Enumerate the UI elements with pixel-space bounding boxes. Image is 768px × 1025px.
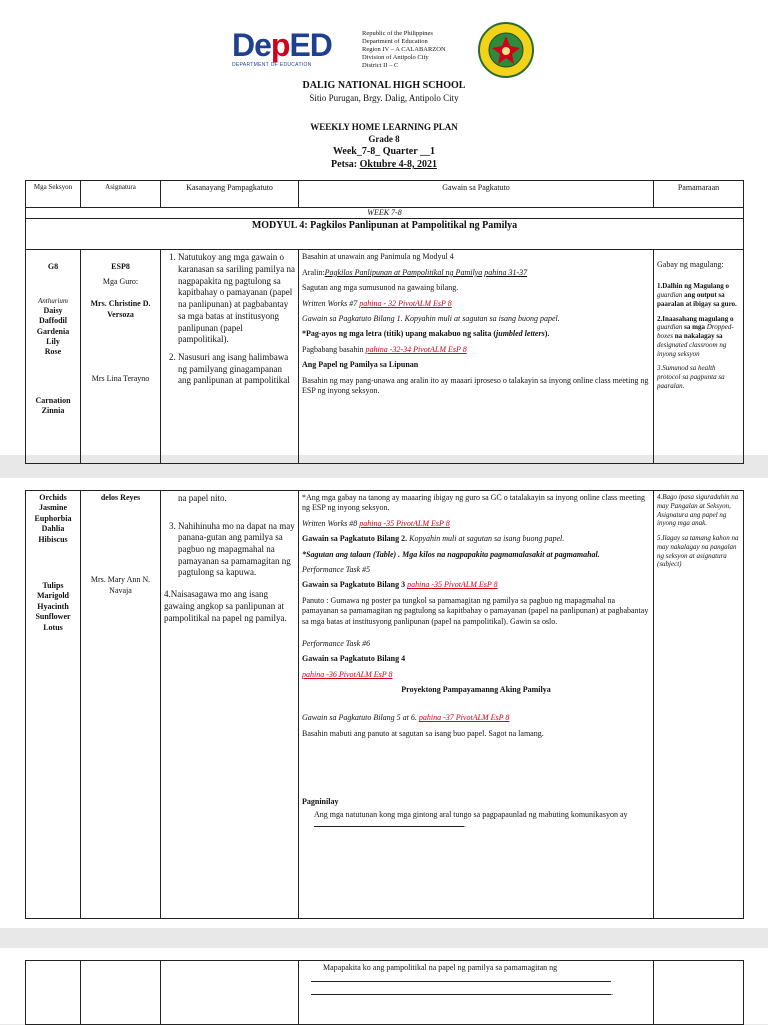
- header-sections: Mga Seksyon: [26, 181, 81, 208]
- sections-cell-3: [26, 961, 81, 1025]
- learning-plan-table: [25, 180, 744, 464]
- page-2: [0, 478, 768, 928]
- school-name: DALIG NATIONAL HIGH SCHOOL: [302, 80, 466, 91]
- method-cell-2: 4.Bago ipasa siguraduhin na may Pangalan at Seksyon, Asignatura ang papel ng inyong mga anak. 5.Ilagay sa tamang kahon na may nakalagay na pangalan ng seksyon at asignatura (subject): [654, 491, 744, 919]
- page-1: [0, 0, 768, 455]
- competency-4: 4.Naisasagawa mo ang isang gawaing angkop sa panlipunan at pampolitikal na papel ng pamilya.: [164, 589, 287, 623]
- plan-title: WEEKLY HOME LEARNING PLAN: [310, 122, 458, 132]
- subject-cell: ESP8 Mga Guro: Mrs. Christine D. Versoza Mrs Lina Terayno: [81, 250, 161, 464]
- competency-3: 3. Nahihinuha mo na dapat na may panana-gutan ang pamilya sa pagbuo ng mapagmahal na pamayanan sa pamamagitan ng pagtulong sa kapuwa.: [178, 521, 295, 579]
- competency-cell-3: [161, 961, 299, 1025]
- date-line: Petsa: Oktubre 4-8, 2021: [331, 159, 437, 170]
- activities-cell-2: *Ang mga gabay na tanong ay maaaring ibigay ng guro sa GC o tatalakayin sa inyong online class meeting ng ESP ng inyong seksyon. Written Works #8 pahina -35 PivotALM EsP 8 Gawain sa Pagkatuto Bilang 2. Kopyahin muli at sagutan sa isang buong papel. *Sagutan ang talaan (Table) . Mga kilos na nagpapakita pagmamalasakit at pagmamahal. Performance Task #5 Gawain sa Pagkatuto Bilang 3 pahina -35 PivotALM EsP 8 Panuto : Gumawa ng poster pa tungkol sa pamamagitan ng pamilya sa pagbuo ng mapagmahal na pamayanan sa pamamagitan ng pagtulong sa kapitbahay o pamayanan (papel na panlipunan) at pagbabantay sa mga batas at institusyong panlipunan (papel na pampolitikal). Gawin sa oslo. Performance Task #6 Gawain sa Pagkatuto Bilang 4 pahina -36 PivotALM EsP 8 Proyektong Pampayamanng Aking Pamilya Gawain sa Pagkatuto Bilang 5 at 6. pahina -37 PivotALM EsP 8 Basahin mabuti ang panuto at sagutan sa isang buo papel. Sagot na lamang. Pagninilay Ang mga natutunan kong mga gintong aral tungo sa pagpapaunlad ng mabuting komunikasyon ay.: [299, 491, 654, 919]
- learning-plan-table-page-3: [25, 960, 744, 1025]
- school-seal: [478, 22, 534, 78]
- week-row: WEEK 7-8: [26, 208, 744, 219]
- competency-cell: [161, 250, 299, 464]
- government-lines: Republic of the Philippines Department of Education Region IV – A CALABARZON Division of Antipolo City District II – C: [362, 30, 446, 69]
- header-subject: Asignatura: [81, 181, 161, 208]
- module-title: MODYUL 4: Pagkilos Panlipunan at Pampolitikal ng Pamilya: [26, 219, 744, 250]
- deped-logo: DepED DEPARTMENT OF EDUCATION: [232, 27, 332, 68]
- grade-line: Grade 8: [368, 134, 400, 144]
- competency-1: 1. Natutukoy ang mga gawain o karanasan sa sariling pamilya na nagpapakita ng pagtulong sa kapitbahay o pamayanan (papel na panlipunan) at pagbabantay sa mga batas at institusyong panlipunan (papel pampolitikal).: [178, 252, 295, 346]
- week-line: Week_7-8_ Quarter __1: [332, 146, 436, 157]
- header-activities: Gawain sa Pagkatuto: [299, 181, 654, 208]
- competency-cell-2: na papel nito. 3. Nahihinuha mo na dapat na may panana-gutan ang pamilya sa pagbuo ng mapagmahal na pamayanan sa pamamagitan ng pagtulong sa kapuwa. 4.Naisasagawa mo ang isang gawaing angkop sa panlipunan at pampolitikal na papel ng pamilya.: [161, 491, 299, 919]
- subject-cell-3: [81, 961, 161, 1025]
- method-cell: Gabay ng magulang: 1.Dalhin ng Magulang o guardian ang output sa paaralan at ibigay sa guro. 2.Inaasahang magulang o guardian sa mga Dropped-boxes na nakalagay sa designated classroom ng inyong seksyon 3.Sumunod sa health protocol sa pagpunta sa paaralan.: [654, 250, 744, 464]
- header-method: Pamamaraan: [654, 181, 744, 208]
- sections-cell-2: Orchids Jasmine Euphorbia Dahlia Hibiscus Tulips Marigold Hyacinth Sunflower Lotus: [26, 491, 81, 919]
- method-cell-3: [654, 961, 744, 1025]
- sections-cell: G8 Anthurium Daisy Daffodil Gardenia Lily Rose Carnation Zinnia: [26, 250, 81, 464]
- header-competency: Kasanayang Pampagkatuto: [161, 181, 299, 208]
- page-3: [0, 948, 768, 1024]
- learning-plan-table-continued: [25, 490, 744, 919]
- subject-cell-2: delos Reyes Mrs. Mary Ann N. Navaja: [81, 491, 161, 919]
- competency-2: 2. Nasusuri ang isang halimbawa ng pamilyang ginagampanan ang panlipunan at pampolitikal: [178, 352, 295, 387]
- school-address: Sitio Purugan, Brgy. Dalig, Antipolo City: [309, 93, 459, 103]
- activities-cell-3: Mapapakita ko ang pampolitikal na papel ng pamilya sa pamamagitan ng .: [299, 961, 654, 1025]
- activities-cell: Basahin at unawain ang Panimula ng Modyul 4 Aralin:Pagkilos Panlipunan at Pampolitikal ng Pamilya pahina 31-37 Sagutan ang mga sumusunod na gawaing bilang. Written Works #7 pahina - 32 PivotALM EsP 8 Gawain sa Pagkatuto Bilang 1. Kopyahin muli at sagutan sa isang buong papel. *Pag-ayos ng mga letra (titik) upang makabuo ng salita (jumbled letters). Pagbabang basahin pahina -32-34 PivotALM EsP 8 Ang Papel ng Pamilya sa Lipunan Basahin ng may pang-unawa ang aralin ito ay maaari iproseso o talakayin sa inyong online class meeting ng ESP ng inyong seksyon.: [299, 250, 654, 464]
